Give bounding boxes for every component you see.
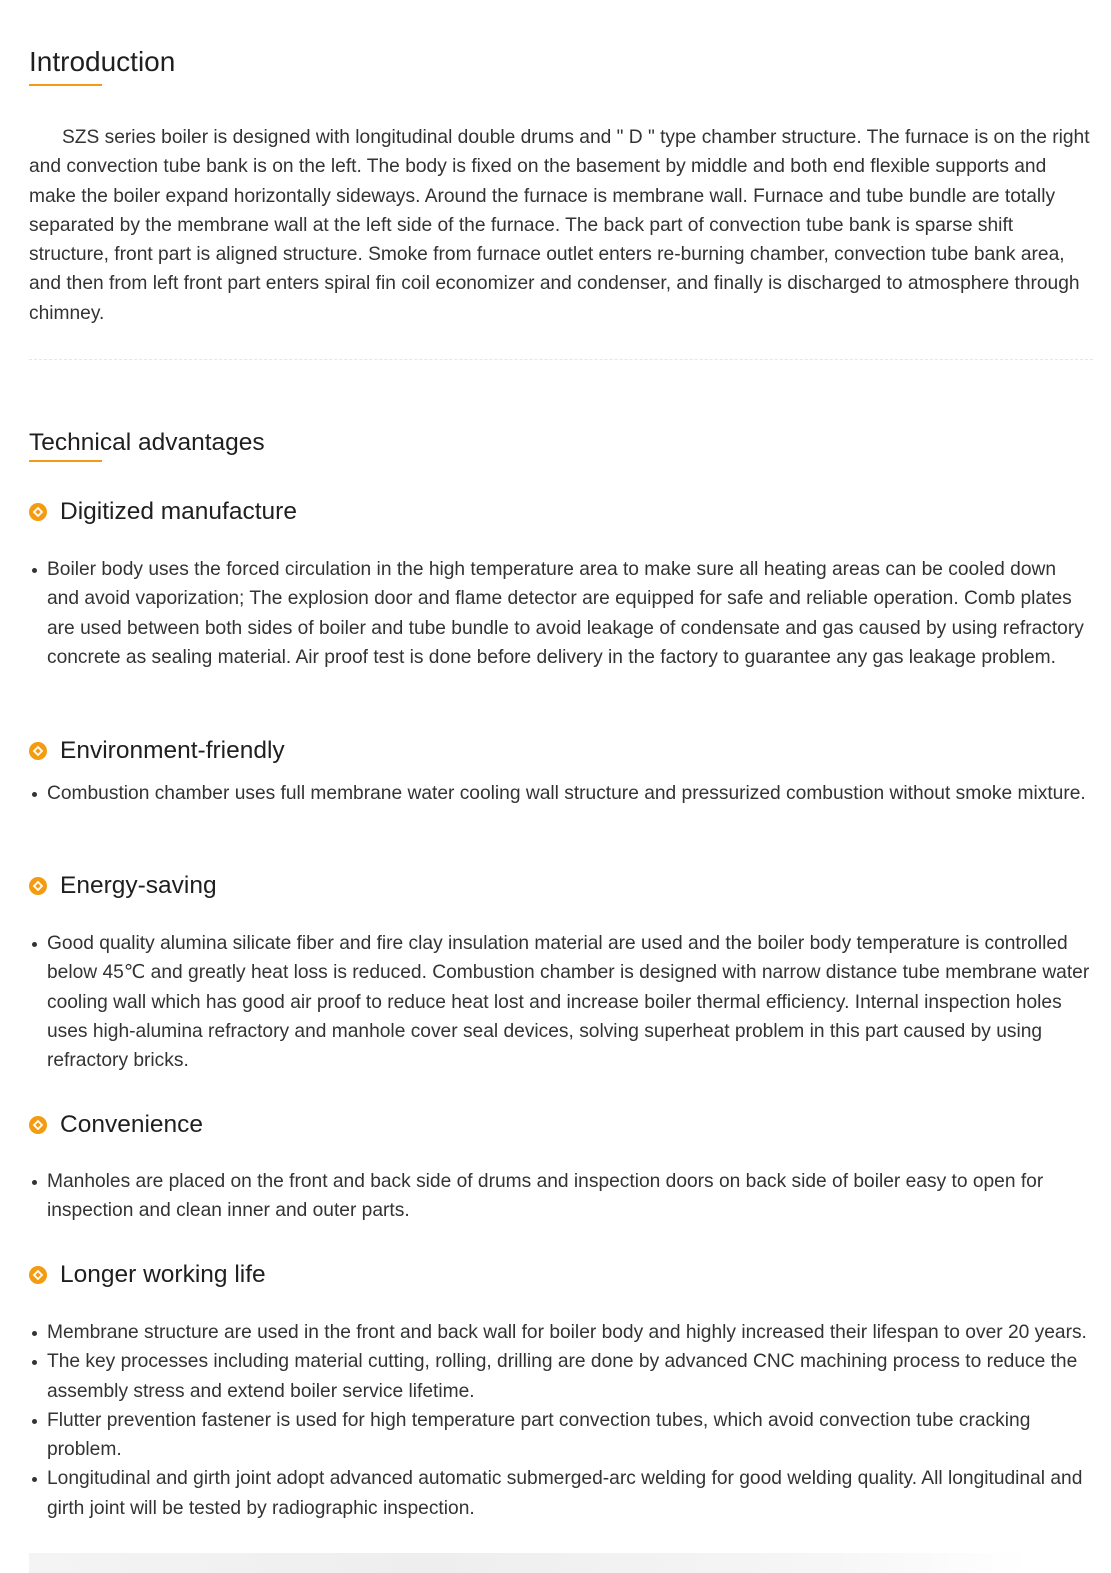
- energy-saving-list: [29, 929, 1093, 1075]
- list-item: Good quality alumina silicate fiber and fire clay insulation material are used and the boiler body temperature is controlled below 45℃ and greatly heat loss is reduced. Combustion chamber is designed with narrow distance tube membrane water cooling wall which has good air proof to reduce heat lost and increase boiler thermal efficiency. Internal inspection holes uses high-alumina refractory and manhole cover seal devices, solving superheat problem in this part caused by using refractory bricks.: [29, 929, 1093, 1075]
- subsection-title: Energy-saving: [60, 871, 217, 899]
- technical-advantages-title-underline: [29, 460, 102, 462]
- environment-friendly-list: [29, 779, 1093, 808]
- section-divider: [29, 359, 1093, 360]
- subsection-longer-working-life: [29, 1261, 266, 1289]
- list-item: Membrane structure are used in the front and back wall for boiler body and highly increased their lifespan to over 20 years.: [29, 1318, 1093, 1347]
- orange-circle-tag-icon: [29, 1266, 47, 1284]
- subsection-energy-saving: [29, 872, 217, 900]
- subsection-title: Convenience: [60, 1110, 204, 1138]
- orange-circle-tag-icon: [29, 877, 47, 895]
- list-item: Longitudinal and girth joint adopt advanced automatic submerged-arc welding for good welding quality. All longitudinal and girth joint will be tested by radiographic inspection.: [29, 1464, 1093, 1523]
- list-item: Combustion chamber uses full membrane water cooling wall structure and pressurized combustion without smoke mixture.: [29, 779, 1093, 808]
- longer-working-life-list: [29, 1318, 1093, 1523]
- subsection-title: Digitized manufacture: [60, 497, 297, 525]
- convenience-list: [29, 1167, 1093, 1226]
- subsection-environment-friendly: [29, 737, 285, 765]
- list-item: Boiler body uses the forced circulation in the high temperature area to make sure all heating areas can be cooled down and avoid vaporization; The explosion door and flame detector are equipped for safe and reliable operation. Comb plates are used between both sides of boiler and tube bundle to avoid leakage of condensate and gas caused by using refractory concrete as sealing material. Air proof test is done before delivery in the factory to guarantee any gas leakage problem.: [29, 555, 1093, 672]
- list-item: Manholes are placed on the front and back side of drums and inspection doors on back side of boiler easy to open for inspection and clean inner and outer parts.: [29, 1167, 1093, 1226]
- orange-circle-tag-icon: [29, 742, 47, 760]
- introduction-title-underline: [29, 84, 102, 86]
- introduction-text: SZS series boiler is designed with longitudinal double drums and " D " type chamber structure. The furnace is on the right and convection tube bank is on the left. The body is fixed on the basement by middle and both end flexible supports and make the boiler expand horizontally sideways. Around the furnace is membrane wall. Furnace and tube bundle are totally separated by the membrane wall at the left side of the furnace. The back part of convection tube bank is sparse shift structure, front part is aligned structure. Smoke from furnace outlet enters re-burning chamber, convection tube bank area, and then from left front part enters spiral fin coil economizer and condenser, and finally is discharged to atmosphere through chimney.: [29, 127, 1090, 324]
- subsection-digitized-manufacture: [29, 498, 297, 526]
- orange-circle-tag-icon: [29, 503, 47, 521]
- introduction-title: Introduction: [29, 46, 176, 77]
- list-item: Flutter prevention fastener is used for high temperature part convection tubes, which avoid convection tube cracking problem.: [29, 1406, 1093, 1465]
- digitized-manufacture-list: [29, 555, 1093, 672]
- image-edge-strip: [29, 1553, 1029, 1573]
- technical-advantages-title: Technical advantages: [29, 429, 265, 456]
- list-item: The key processes including material cutting, rolling, drilling are done by advanced CNC machining process to reduce the assembly stress and extend boiler service lifetime.: [29, 1347, 1093, 1406]
- subsection-title: Longer working life: [60, 1260, 266, 1288]
- subsection-convenience: [29, 1111, 203, 1139]
- orange-circle-tag-icon: [29, 1116, 47, 1134]
- subsection-title: Environment-friendly: [60, 736, 285, 764]
